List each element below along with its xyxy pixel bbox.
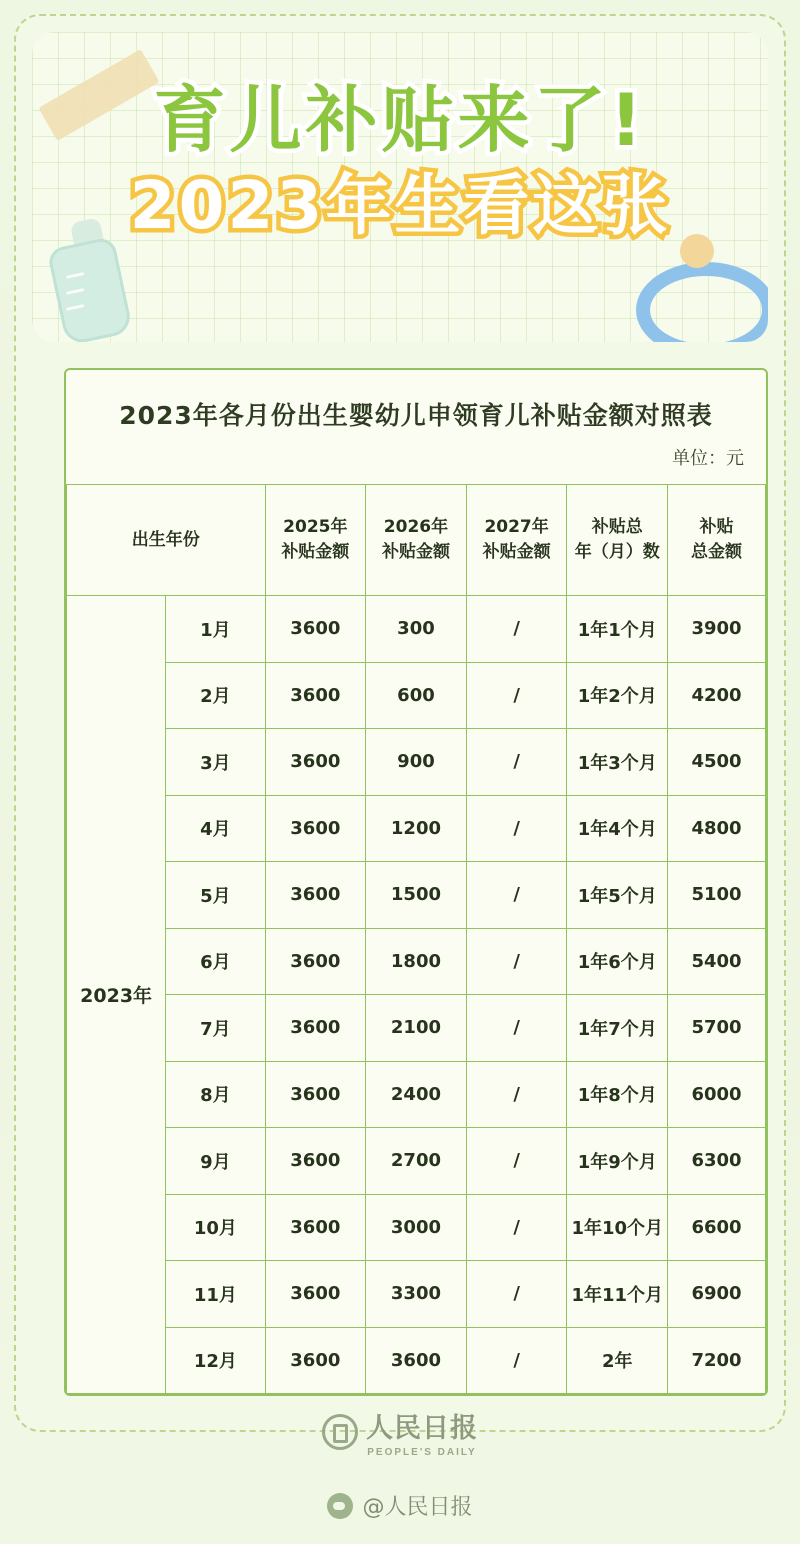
birth-year-cell: 2023年 bbox=[67, 596, 166, 1394]
y2025-cell: 3600 bbox=[265, 1194, 366, 1261]
column-header-duration-line2: 年（月）数 bbox=[574, 542, 660, 562]
month-cell: 4月 bbox=[166, 795, 265, 862]
column-header-2025-line2: 补贴金额 bbox=[281, 542, 350, 562]
column-header-total bbox=[668, 485, 766, 596]
y2025-cell: 3600 bbox=[265, 795, 366, 862]
column-header-birth-year: 出生年份 bbox=[67, 485, 266, 596]
duration-cell: 1年8个月 bbox=[567, 1061, 668, 1128]
y2025-cell: 3600 bbox=[265, 729, 366, 796]
weibo-credit bbox=[0, 1490, 800, 1524]
subsidy-table-card bbox=[64, 368, 768, 1396]
table-row bbox=[67, 1261, 766, 1328]
y2027-cell: / bbox=[466, 596, 567, 663]
table-row bbox=[67, 928, 766, 995]
logo-row bbox=[322, 1406, 478, 1458]
total-cell: 4500 bbox=[668, 729, 766, 796]
month-cell: 10月 bbox=[166, 1194, 265, 1261]
total-cell: 6000 bbox=[668, 1061, 766, 1128]
table-row bbox=[67, 1327, 766, 1394]
column-header-2027-line1: 2027年 bbox=[484, 517, 549, 538]
y2027-cell: / bbox=[466, 1194, 567, 1261]
table-row bbox=[67, 1128, 766, 1195]
total-cell: 5100 bbox=[668, 862, 766, 929]
column-header-2027-line2: 补贴金额 bbox=[482, 542, 551, 562]
poster-frame bbox=[14, 14, 786, 1432]
total-cell: 6600 bbox=[668, 1194, 766, 1261]
y2025-cell: 3600 bbox=[265, 596, 366, 663]
table-unit-note: 单位：元 bbox=[672, 448, 744, 469]
column-header-duration-line1: 补贴总 bbox=[591, 517, 643, 538]
column-header-total-line2: 总金额 bbox=[691, 542, 743, 562]
duration-cell: 1年3个月 bbox=[567, 729, 668, 796]
month-cell: 2月 bbox=[166, 662, 265, 729]
y2027-cell: / bbox=[466, 729, 567, 796]
month-cell: 12月 bbox=[166, 1327, 265, 1394]
table-header bbox=[67, 485, 766, 596]
column-header-2025-line1: 2025年 bbox=[283, 517, 348, 538]
duration-cell: 1年10个月 bbox=[567, 1194, 668, 1261]
y2027-cell: / bbox=[466, 1061, 567, 1128]
total-cell: 5400 bbox=[668, 928, 766, 995]
column-header-total-line1: 补贴 bbox=[699, 517, 734, 538]
y2025-cell: 3600 bbox=[265, 662, 366, 729]
y2027-cell: / bbox=[466, 1128, 567, 1195]
column-header-2026 bbox=[366, 485, 467, 596]
table-row bbox=[67, 1194, 766, 1261]
total-cell: 5700 bbox=[668, 995, 766, 1062]
y2027-cell: / bbox=[466, 928, 567, 995]
month-cell: 8月 bbox=[166, 1061, 265, 1128]
table-row bbox=[67, 729, 766, 796]
y2026-cell: 3000 bbox=[366, 1194, 467, 1261]
baby-bottle-icon bbox=[50, 220, 130, 336]
month-cell: 1月 bbox=[166, 596, 265, 663]
y2026-cell: 300 bbox=[366, 596, 467, 663]
y2027-cell: / bbox=[466, 795, 567, 862]
y2027-cell: / bbox=[466, 862, 567, 929]
duration-cell: 1年9个月 bbox=[567, 1128, 668, 1195]
weibo-icon bbox=[327, 1493, 353, 1519]
total-cell: 7200 bbox=[668, 1327, 766, 1394]
total-cell: 4800 bbox=[668, 795, 766, 862]
duration-cell: 1年4个月 bbox=[567, 795, 668, 862]
total-cell: 3900 bbox=[668, 596, 766, 663]
y2026-cell: 2100 bbox=[366, 995, 467, 1062]
column-header-2026-line2: 补贴金额 bbox=[381, 542, 450, 562]
y2025-cell: 3600 bbox=[265, 928, 366, 995]
table-body bbox=[67, 596, 766, 1394]
y2027-cell: / bbox=[466, 662, 567, 729]
table-row bbox=[67, 795, 766, 862]
at-symbol-icon bbox=[322, 1414, 358, 1450]
y2027-cell: / bbox=[466, 1327, 567, 1394]
y2025-cell: 3600 bbox=[265, 1061, 366, 1128]
table-title: 2023年各月份出生婴幼儿申领育儿补贴金额对照表 bbox=[119, 401, 713, 430]
month-cell: 11月 bbox=[166, 1261, 265, 1328]
total-cell: 6300 bbox=[668, 1128, 766, 1195]
month-cell: 6月 bbox=[166, 928, 265, 995]
y2026-cell: 2400 bbox=[366, 1061, 467, 1128]
y2027-cell: / bbox=[466, 1261, 567, 1328]
y2026-cell: 600 bbox=[366, 662, 467, 729]
table-row bbox=[67, 596, 766, 663]
logo-text-block bbox=[366, 1406, 478, 1458]
y2025-cell: 3600 bbox=[265, 862, 366, 929]
publisher-logo bbox=[0, 1406, 800, 1458]
duration-cell: 1年6个月 bbox=[567, 928, 668, 995]
y2026-cell: 3300 bbox=[366, 1261, 467, 1328]
table-row bbox=[67, 862, 766, 929]
column-header-2025 bbox=[265, 485, 366, 596]
total-cell: 6900 bbox=[668, 1261, 766, 1328]
weibo-inline bbox=[327, 1490, 472, 1521]
table-header-row bbox=[67, 485, 766, 596]
y2025-cell: 3600 bbox=[265, 1261, 366, 1328]
table-row bbox=[67, 662, 766, 729]
table-row bbox=[67, 1061, 766, 1128]
month-cell: 3月 bbox=[166, 729, 265, 796]
y2026-cell: 2700 bbox=[366, 1128, 467, 1195]
y2026-cell: 3600 bbox=[366, 1327, 467, 1394]
poster-title-line2: 2023年生看这张 bbox=[129, 166, 671, 244]
pacifier-icon bbox=[628, 228, 758, 342]
y2025-cell: 3600 bbox=[265, 995, 366, 1062]
y2025-cell: 3600 bbox=[265, 1128, 366, 1195]
column-header-duration bbox=[567, 485, 668, 596]
month-cell: 5月 bbox=[166, 862, 265, 929]
publisher-name-en: PEOPLE'S DAILY bbox=[367, 1447, 477, 1458]
duration-cell: 2年 bbox=[567, 1327, 668, 1394]
column-header-2026-line1: 2026年 bbox=[383, 517, 449, 538]
duration-cell: 1年1个月 bbox=[567, 596, 668, 663]
column-header-2027 bbox=[466, 485, 567, 596]
y2026-cell: 1500 bbox=[366, 862, 467, 929]
weibo-handle: @人民日报 bbox=[362, 1495, 473, 1520]
month-cell: 9月 bbox=[166, 1128, 265, 1195]
y2026-cell: 1200 bbox=[366, 795, 467, 862]
duration-cell: 1年11个月 bbox=[567, 1261, 668, 1328]
total-cell: 4200 bbox=[668, 662, 766, 729]
poster-title-block bbox=[32, 80, 768, 243]
duration-cell: 1年2个月 bbox=[567, 662, 668, 729]
table-row bbox=[67, 995, 766, 1062]
poster-title-line1: 育儿补贴来了! bbox=[153, 78, 647, 162]
publisher-name-cn: 人民日报 bbox=[366, 1413, 478, 1444]
duration-cell: 1年7个月 bbox=[567, 995, 668, 1062]
subsidy-table bbox=[66, 484, 766, 1394]
poster-header bbox=[32, 32, 768, 342]
y2026-cell: 900 bbox=[366, 729, 467, 796]
duration-cell: 1年5个月 bbox=[567, 862, 668, 929]
y2027-cell: / bbox=[466, 995, 567, 1062]
y2026-cell: 1800 bbox=[366, 928, 467, 995]
y2025-cell: 3600 bbox=[265, 1327, 366, 1394]
month-cell: 7月 bbox=[166, 995, 265, 1062]
